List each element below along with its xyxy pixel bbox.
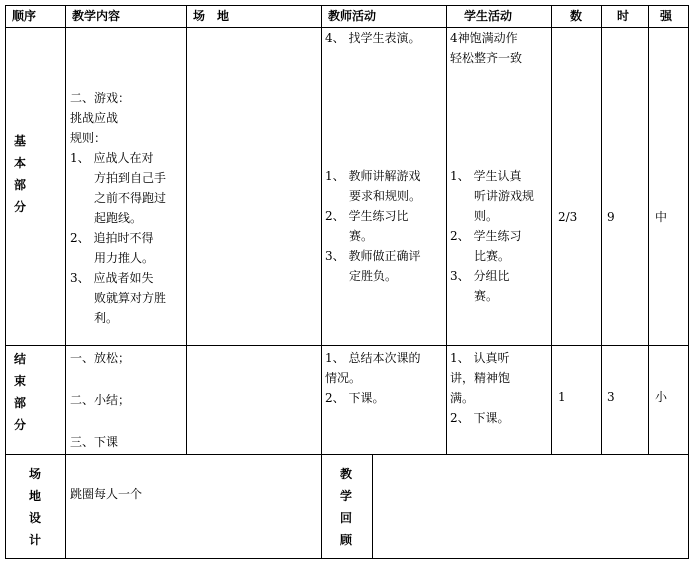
col-divider — [648, 5, 649, 455]
section-label-ending: 结束部分 — [13, 352, 26, 432]
header-intensity: 强 — [660, 9, 673, 23]
section-label-basic: 基本部分 — [13, 134, 26, 214]
table-border-right — [688, 5, 689, 559]
basic-content: 二、游戏： 挑战应战 规则： 1、 应战人在对 方拍到自己手 之前不得跑过 起跑线。 2、 追拍时不得 用力推人。 3、 应战者如失 败就算对方胜 利。 — [70, 91, 167, 325]
basic-teacher-activity: 1、 教师讲解游戏 要求和规则。 2、 学生练习比 赛。 3、 教师做正确评 定胜负。 — [325, 169, 422, 283]
ending-intensity: 小 — [655, 390, 668, 404]
basic-student-top: 4神饱满动作 轻松整齐一致 — [450, 31, 523, 65]
ending-count: 1 — [558, 390, 566, 404]
header-content: 教学内容 — [72, 9, 121, 23]
teaching-review-label: 教学回顾 — [339, 467, 352, 547]
col-divider — [321, 5, 322, 559]
col-divider — [446, 5, 447, 455]
header-venue: 场 地 — [193, 9, 230, 23]
table-border-left — [5, 5, 6, 559]
header-time: 时 — [617, 9, 630, 23]
header-student-activity: 学生活动 — [464, 9, 513, 23]
header-order: 顺序 — [12, 9, 37, 23]
basic-intensity: 中 — [655, 210, 668, 224]
table-border-bottom — [5, 558, 689, 559]
col-divider — [65, 5, 66, 559]
ending-teacher-activity: 1、 总结本次课的 情况。 2、 下课。 — [325, 351, 421, 405]
venue-design-label: 场地设计 — [28, 467, 41, 547]
col-divider — [551, 5, 552, 455]
ending-time: 3 — [607, 390, 615, 404]
header-teacher-activity: 教师活动 — [328, 9, 377, 23]
col-divider — [372, 454, 373, 559]
header-count: 数 — [570, 9, 583, 23]
section-divider — [5, 345, 689, 346]
ending-content: 一、放松； 二、小结； 三、下课 — [70, 351, 131, 449]
basic-time: 9 — [607, 210, 615, 224]
footer-divider — [5, 454, 689, 455]
ending-student-activity: 1、 认真听 讲，精神饱 满。 2、 下课。 — [450, 351, 511, 425]
basic-student-activity: 1、 学生认真 听讲游戏规 则。 2、 学生练习 比赛。 3、 分组比 赛。 — [450, 169, 535, 303]
col-divider — [601, 5, 602, 455]
venue-design-text: 跳圈每人一个 — [70, 487, 143, 501]
basic-teacher-top: 4、 找学生表演。 — [325, 31, 421, 45]
col-divider — [186, 5, 187, 455]
basic-count: 2/3 — [558, 210, 578, 224]
